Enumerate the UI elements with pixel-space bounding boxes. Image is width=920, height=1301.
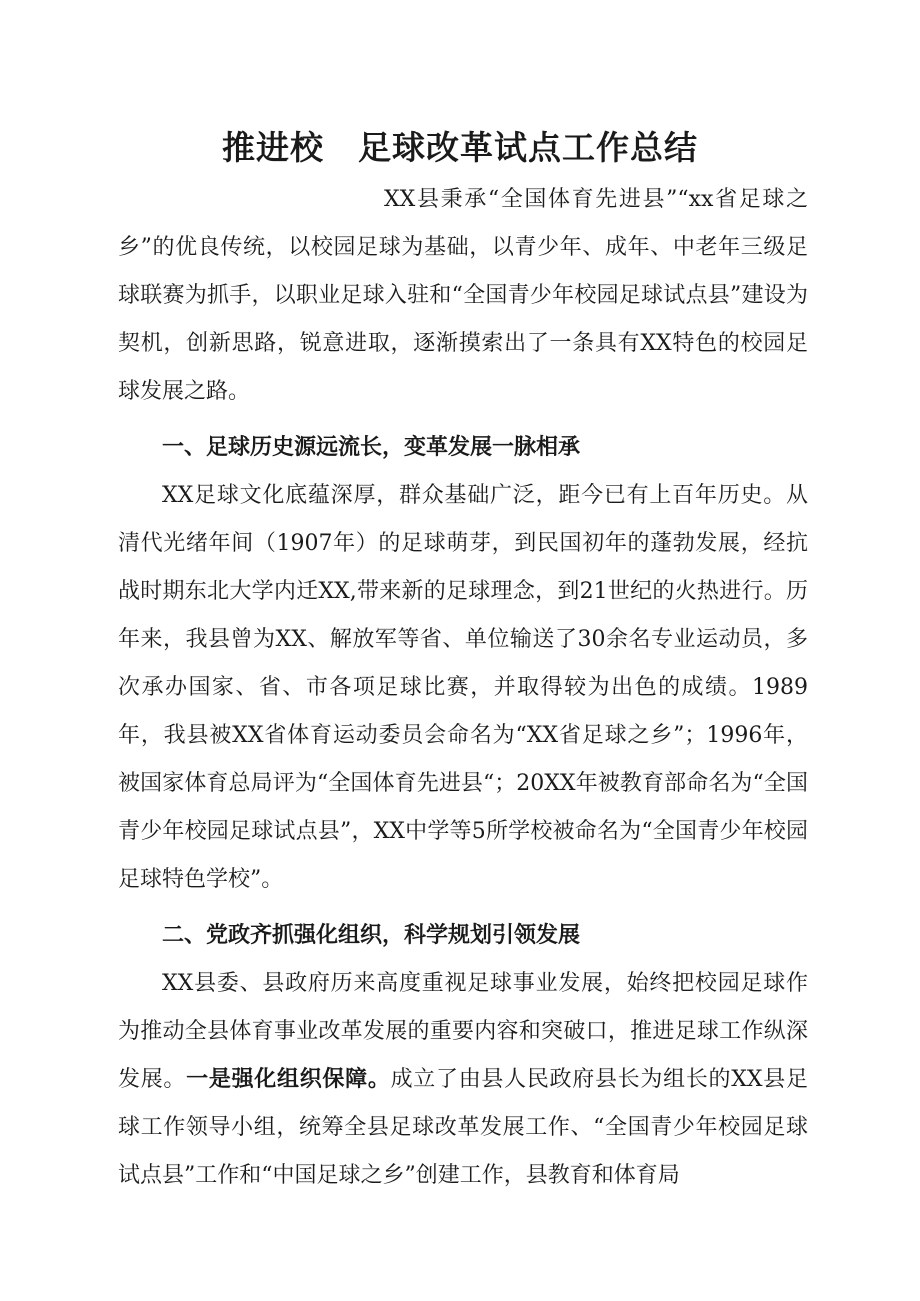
section1-paragraph: XX足球文化底蕴深厚，群众基础广泛，距今已有上百年历史。从清代光绪年间（1907年）的足球萌芽，到民国初年的蓬勃发展，经抗战时期东北大学内迁XX,带来新的足球理念，到21世纪的火热进行。历年来，我县曾为XX、解放军等省、单位输送了30余名专业运动员，多次承办国家、省、市各项足球比赛，并取得较为出色的成绩。1989年，我县被XX省体育运动委员会命名为“XX省足球之乡”；1996年，被国家体育总局评为“全国体育先进县“；20XX年被教育部命名为“全国青少年校园足球试点县”，XX中学等5所学校被命名为“全国青少年校园足球特色学校”。	[118, 483, 808, 892]
title-part2: 足球改革试点工作总结	[358, 128, 698, 167]
section2-text-end: 成立了由县人民政府县长为组长的XX县足球工作领导小组，统筹全县足球改革发展工作、“全国青少年校园足球试点县”工作和“中国足球之乡”创建工作，县教育和体育局	[118, 1067, 808, 1188]
section1-heading: 一、足球历史源远流长，变革发展一脉相承	[162, 435, 581, 460]
intro-paragraph: XX县秉承“全国体育先进县”“xx省足球之乡”的优良传统，以校园足球为基础，以青少年、成年、中老年三级足球联赛为抓手，以职业足球入驻和“全国青少年校园足球试点县”建设为契机，创新思路，锐意进取，逐渐摸索出了一条具有XX特色的校园足球发展之路。	[118, 187, 808, 404]
page-title	[0, 124, 920, 172]
section2-paragraph	[118, 960, 808, 1200]
document-body	[118, 176, 808, 1200]
section2-heading: 二、党政齐抓强化组织，科学规划引领发展	[162, 923, 581, 948]
section2-bold-point: 一是强化组织保障。	[186, 1067, 391, 1092]
title-part1: 推进校	[222, 128, 324, 167]
section2-text-start: XX县委、县政府历来高度重视足球事业发展，始终把校园足球作为推动全县体育事业改革发展的重要内容和突破口，推进足球工作纵深发展。	[118, 971, 808, 1092]
